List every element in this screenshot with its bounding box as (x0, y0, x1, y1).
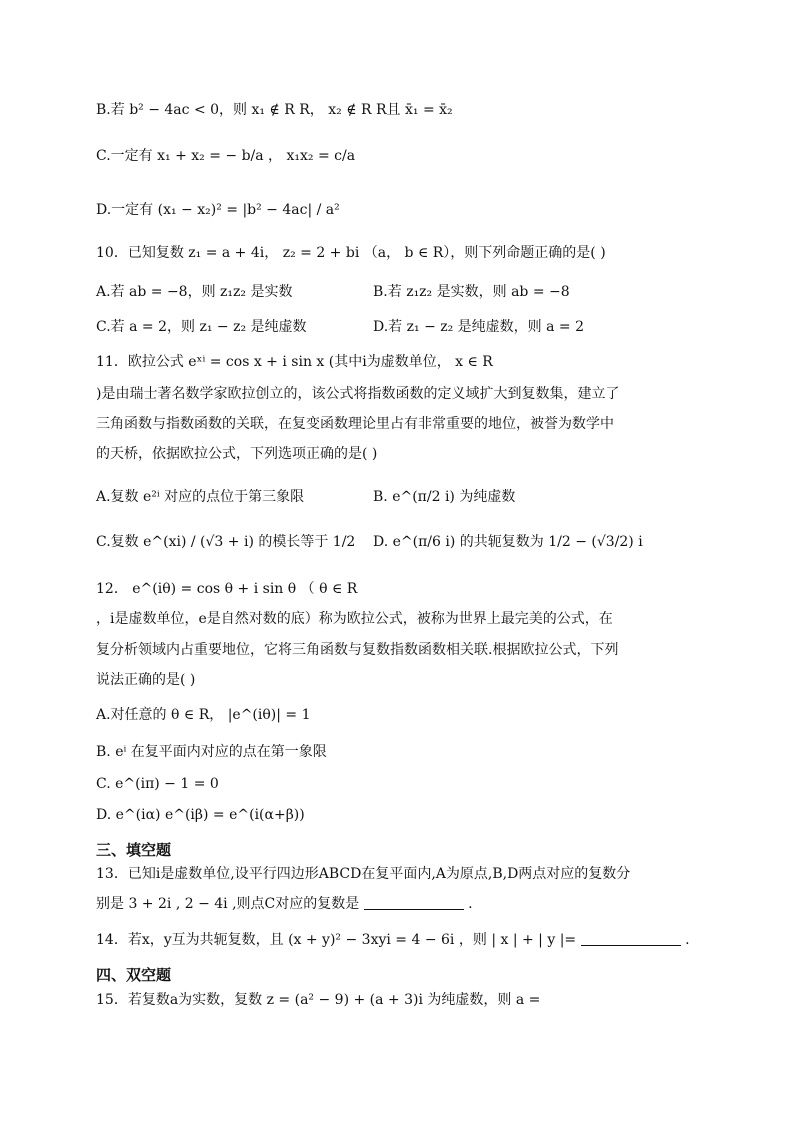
q11-option-b: B. e^(π/2 i) 为纯虚数 (373, 489, 516, 505)
q14-end: . (685, 932, 690, 948)
section-4-heading: 四、双空题 (96, 966, 172, 984)
q10-option-b: B.若 z₁z₂ 是实数，则 ab = −8 (373, 284, 570, 300)
section-3-heading: 三、填空题 (96, 841, 172, 859)
q12-option-a: A.对任意的 θ ∈ R， |e^(iθ)| = 1 (96, 707, 311, 723)
q12-stem-line4: 说法正确的是( ) (96, 672, 196, 688)
q10-option-a: A.若 ab = −8，则 z₁z₂ 是实数 (96, 284, 293, 300)
q11-option-d: D. e^(π/6 i) 的共轭复数为 1/2 − (√3/2) i (373, 534, 643, 550)
q13-line1: 13．已知i是虚数单位,设平行四边形ABCD在复平面内,A为原点,B,D两点对应的复数分 (96, 866, 631, 882)
q11-stem-line4: 的天桥，依据欧拉公式，下列选项正确的是( ) (96, 446, 378, 462)
q13-line2 (96, 894, 473, 914)
q12-option-b: B. eⁱ 在复平面内对应的点在第一象限 (96, 744, 327, 760)
q11-stem-line1: 11．欧拉公式 eˣⁱ = cos x + i sin x (其中i为虚数单位， x ∈ R (96, 354, 493, 370)
q12-stem-line2: ，i是虚数单位，e是自然对数的底）称为欧拉公式，被称为世界上最完美的公式，在 (96, 611, 613, 627)
q11-option-c: C.复数 e^(xi) / (√3 + i) 的模长等于 1/2 (96, 534, 356, 550)
q9-option-b: B.若 b² − 4ac < 0，则 x₁ ∉ R R， x₂ ∉ R R且 x̄₁ = x̄₂ (96, 102, 453, 118)
q15-line: 15．若复数a为实数，复数 z = (a² − 9) + (a + 3)i 为纯虚数，则 a = (96, 992, 541, 1008)
q13-answer-blank[interactable] (364, 895, 464, 910)
q13-end: . (468, 896, 473, 912)
q12-stem-line3: 复分析领域内占重要地位，它将三角函数与复数指数函数相关联.根据欧拉公式，下列 (96, 642, 619, 658)
q13-line2-text: 别是 3 + 2i , 2 − 4i ,则点C对应的复数是 (96, 896, 360, 912)
q12-option-c: C. e^(iπ) − 1 = 0 (96, 776, 219, 792)
q14-line (96, 930, 690, 950)
q10-option-d: D.若 z₁ − z₂ 是纯虚数，则 a = 2 (373, 319, 585, 335)
q9-option-d: D.一定有 (x₁ − x₂)² = |b² − 4ac| / a² (96, 202, 340, 218)
q14-answer-blank[interactable] (581, 931, 681, 946)
q10-option-c: C.若 a = 2，则 z₁ − z₂ 是纯虚数 (96, 319, 307, 335)
q10-stem: 10．已知复数 z₁ = a + 4i， z₂ = 2 + bi （a， b ∈ R），则下列命题正确的是( ) (96, 245, 606, 261)
q12-option-d: D. e^(iα) e^(iβ) = e^(i(α+β)) (96, 807, 305, 823)
q9-option-c: C.一定有 x₁ + x₂ = − b/a ， x₁x₂ = c/a (96, 148, 356, 164)
q11-option-a: A.复数 e²ⁱ 对应的点位于第三象限 (96, 489, 305, 505)
q11-stem-line2: )是由瑞士著名数学家欧拉创立的，该公式将指数函数的定义域扩大到复数集，建立了 (96, 386, 620, 402)
q14-text: 14．若x，y互为共轭复数，且 (x + y)² − 3xyi = 4 − 6i ，则 | x | + | y |= (96, 932, 577, 948)
q12-stem-line1: 12． e^(iθ) = cos θ + i sin θ （ θ ∈ R (96, 581, 358, 597)
q11-stem-line3: 三角函数与指数函数的关联，在复变函数理论里占有非常重要的地位，被誉为数学中 (96, 416, 614, 432)
